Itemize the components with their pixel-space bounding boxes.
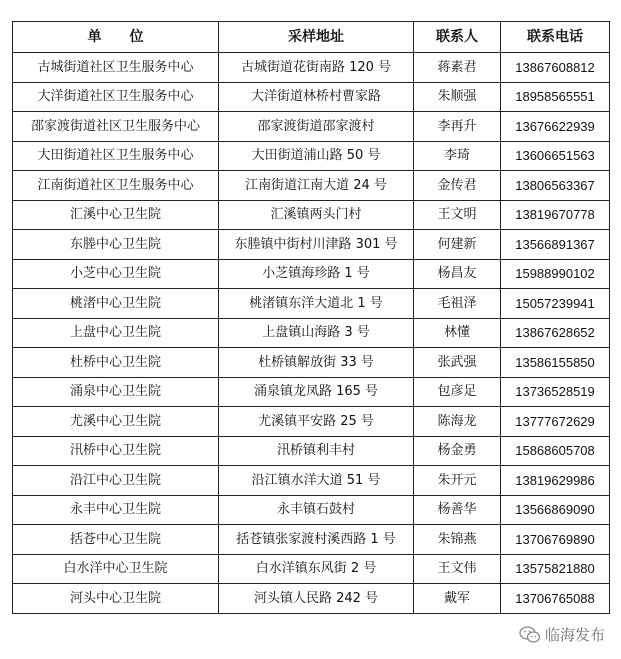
cell-phone: 13736528519 <box>501 377 610 407</box>
cell-address: 小芝镇海珍路 1 号 <box>219 259 414 289</box>
cell-address: 大洋街道林桥村曹家路 <box>219 82 414 112</box>
cell-address: 涌泉镇龙凤路 165 号 <box>219 377 414 407</box>
cell-unit: 尤溪中心卫生院 <box>13 407 219 437</box>
cell-address: 桃渚镇东洋大道北 1 号 <box>219 289 414 319</box>
cell-unit: 涌泉中心卫生院 <box>13 377 219 407</box>
cell-address: 河头镇人民路 242 号 <box>219 584 414 614</box>
cell-phone: 13706769890 <box>501 525 610 555</box>
cell-address: 尤溪镇平安路 25 号 <box>219 407 414 437</box>
cell-phone: 13566891367 <box>501 230 610 260</box>
cell-address: 东塍镇中街村川津路 301 号 <box>219 230 414 260</box>
cell-contact: 王文伟 <box>414 554 501 584</box>
table-row <box>13 82 610 112</box>
cell-phone: 13777672629 <box>501 407 610 437</box>
cell-unit: 河头中心卫生院 <box>13 584 219 614</box>
cell-unit: 大洋街道社区卫生服务中心 <box>13 82 219 112</box>
cell-phone: 18958565551 <box>501 82 610 112</box>
table-row <box>13 259 610 289</box>
cell-unit: 杜桥中心卫生院 <box>13 348 219 378</box>
cell-address: 杜桥镇解放街 33 号 <box>219 348 414 378</box>
cell-unit: 永丰中心卫生院 <box>13 495 219 525</box>
table-row <box>13 554 610 584</box>
cell-contact: 金传君 <box>414 171 501 201</box>
cell-unit: 汇溪中心卫生院 <box>13 200 219 230</box>
header-unit: 单 位 <box>13 22 219 53</box>
cell-contact: 朱顺强 <box>414 82 501 112</box>
cell-phone: 13819629986 <box>501 466 610 496</box>
cell-address: 上盘镇山海路 3 号 <box>219 318 414 348</box>
cell-phone: 13819670778 <box>501 200 610 230</box>
table-row <box>13 318 610 348</box>
sampling-sites-table <box>12 21 610 614</box>
cell-address: 江南街道江南大道 24 号 <box>219 171 414 201</box>
cell-unit: 东塍中心卫生院 <box>13 230 219 260</box>
watermark <box>519 624 605 645</box>
cell-contact: 杨善华 <box>414 495 501 525</box>
wechat-icon <box>519 626 541 644</box>
cell-contact: 何建新 <box>414 230 501 260</box>
cell-phone: 13676622939 <box>501 112 610 142</box>
header-address: 采样地址 <box>219 22 414 53</box>
watermark-text: 临海发布 <box>544 626 605 644</box>
cell-address: 永丰镇石鼓村 <box>219 495 414 525</box>
cell-unit: 沿江中心卫生院 <box>13 466 219 496</box>
table-row <box>13 525 610 555</box>
cell-address: 白水洋镇东风街 2 号 <box>219 554 414 584</box>
cell-address: 邵家渡街道邵家渡村 <box>219 112 414 142</box>
cell-contact: 杨昌友 <box>414 259 501 289</box>
cell-address: 沿江镇水洋大道 51 号 <box>219 466 414 496</box>
cell-unit: 小芝中心卫生院 <box>13 259 219 289</box>
cell-unit: 汛桥中心卫生院 <box>13 436 219 466</box>
table-row <box>13 112 610 142</box>
table-row <box>13 171 610 201</box>
cell-unit: 桃渚中心卫生院 <box>13 289 219 319</box>
header-phone: 联系电话 <box>501 22 610 53</box>
cell-address: 古城街道花街南路 120 号 <box>219 53 414 83</box>
cell-contact: 蒋素君 <box>414 53 501 83</box>
cell-phone: 13606651563 <box>501 141 610 171</box>
cell-phone: 13566869090 <box>501 495 610 525</box>
cell-contact: 张武强 <box>414 348 501 378</box>
table-row <box>13 289 610 319</box>
cell-phone: 13586155850 <box>501 348 610 378</box>
cell-unit: 括苍中心卫生院 <box>13 525 219 555</box>
cell-contact: 陈海龙 <box>414 407 501 437</box>
cell-phone: 15868605708 <box>501 436 610 466</box>
cell-phone: 13867608812 <box>501 53 610 83</box>
cell-unit: 白水洋中心卫生院 <box>13 554 219 584</box>
cell-contact: 包彦足 <box>414 377 501 407</box>
table-header-row <box>13 22 610 53</box>
table-row <box>13 466 610 496</box>
table-row <box>13 495 610 525</box>
table-row <box>13 407 610 437</box>
header-contact: 联系人 <box>414 22 501 53</box>
table-row <box>13 230 610 260</box>
cell-contact: 戴军 <box>414 584 501 614</box>
cell-contact: 林懂 <box>414 318 501 348</box>
cell-contact: 毛祖泽 <box>414 289 501 319</box>
cell-phone: 15057239941 <box>501 289 610 319</box>
cell-phone: 15988990102 <box>501 259 610 289</box>
cell-contact: 朱锦燕 <box>414 525 501 555</box>
cell-contact: 朱开元 <box>414 466 501 496</box>
cell-unit: 大田街道社区卫生服务中心 <box>13 141 219 171</box>
cell-unit: 邵家渡街道社区卫生服务中心 <box>13 112 219 142</box>
cell-phone: 13806563367 <box>501 171 610 201</box>
cell-address: 括苍镇张家渡村溪西路 1 号 <box>219 525 414 555</box>
cell-contact: 李琦 <box>414 141 501 171</box>
cell-phone: 13575821880 <box>501 554 610 584</box>
table-row <box>13 141 610 171</box>
cell-address: 汇溪镇两头门村 <box>219 200 414 230</box>
table-row <box>13 584 610 614</box>
cell-phone: 13867628652 <box>501 318 610 348</box>
cell-contact: 王文明 <box>414 200 501 230</box>
cell-address: 大田街道浦山路 50 号 <box>219 141 414 171</box>
table-row <box>13 200 610 230</box>
table-row <box>13 436 610 466</box>
table-row <box>13 53 610 83</box>
table-row <box>13 377 610 407</box>
table-row <box>13 348 610 378</box>
cell-address: 汛桥镇利丰村 <box>219 436 414 466</box>
cell-unit: 古城街道社区卫生服务中心 <box>13 53 219 83</box>
cell-phone: 13706765088 <box>501 584 610 614</box>
cell-unit: 上盘中心卫生院 <box>13 318 219 348</box>
cell-contact: 杨金勇 <box>414 436 501 466</box>
cell-unit: 江南街道社区卫生服务中心 <box>13 171 219 201</box>
cell-contact: 李再升 <box>414 112 501 142</box>
